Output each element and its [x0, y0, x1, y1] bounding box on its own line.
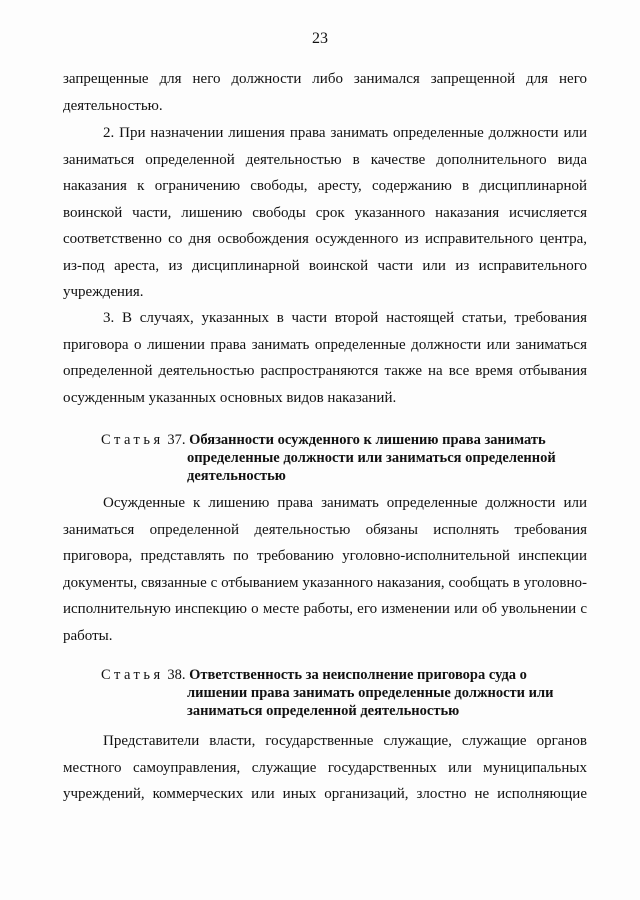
- text-line: документы, связанные с отбыванием указанного наказания, сообщать в уголовно-: [63, 574, 587, 591]
- article-title: определенные должности или заниматься определенной: [187, 450, 556, 466]
- text-line: исполнительную инспекцию о месте работы, его изменении или об увольнении с: [63, 601, 587, 617]
- article-37-heading: [101, 431, 601, 485]
- paragraph-3: [63, 305, 587, 411]
- text-line: запрещенные для него должности либо занимался запрещенной для него: [63, 71, 587, 87]
- text-line: соответственно со дня освобождения осужденного из исправительного центра,: [63, 231, 587, 247]
- article-label: Статья: [101, 667, 164, 683]
- paragraph-intro: [63, 66, 587, 119]
- article-number: 37.: [167, 432, 186, 448]
- article-title: деятельностью: [187, 468, 286, 484]
- page-number: 23: [312, 30, 328, 47]
- text-line: деятельностью.: [63, 97, 163, 114]
- text-line: 3. В случаях, указанных в части второй настоящей статьи, требования: [103, 310, 587, 326]
- text-line: заниматься определенной деятельностью в качестве дополнительного вида: [63, 151, 587, 168]
- text-line: 2. При назначении лишения права занимать определенные должности или: [103, 125, 587, 141]
- text-line: учреждений, коммерческих или иных организаций, злостно не исполняющие: [63, 786, 587, 802]
- article-title: лишении права занимать определенные должности или: [187, 685, 554, 701]
- text-line: наказания к ограничению свободы, аресту, содержанию в дисциплинарной: [63, 178, 587, 194]
- text-line: работы.: [63, 627, 113, 644]
- article-title: Обязанности осужденного к лишению права занимать: [189, 432, 546, 448]
- text-line: Представители власти, государственные служащие, служащие органов: [103, 733, 587, 749]
- text-line: местного самоуправления, служащие государственных или муниципальных: [63, 759, 587, 776]
- text-line: приговора о лишении права занимать определенные должности или заниматься: [63, 336, 587, 353]
- text-line: приговора, представлять по требованию уголовно-исполнительной инспекции: [63, 548, 587, 564]
- paragraph-2: [63, 120, 587, 306]
- article-title: заниматься определенной деятельностью: [187, 703, 460, 719]
- text-line: воинской части, лишению свободы срок указанного наказания исчисляется: [63, 204, 587, 221]
- article-label: Статья: [101, 432, 164, 448]
- text-line: учреждения.: [63, 284, 144, 300]
- text-line: заниматься определенной деятельностью обязаны исполнять требования: [63, 521, 587, 538]
- article-number: 38.: [167, 667, 186, 683]
- article-38-heading: [101, 666, 601, 720]
- text-line: Осужденные к лишению права занимать определенные должности или: [103, 495, 587, 511]
- article-title: Ответственность за неисполнение приговора суда о: [189, 667, 527, 683]
- text-line: осужденным указанных основных видов наказаний.: [63, 389, 397, 406]
- paragraph-article-38: [63, 728, 587, 808]
- text-line: из-под ареста, из дисциплинарной воинской части или из исправительного: [63, 257, 587, 274]
- text-line: определенной деятельностью распространяются также на все время отбывания: [63, 363, 587, 379]
- paragraph-article-37: [63, 490, 587, 649]
